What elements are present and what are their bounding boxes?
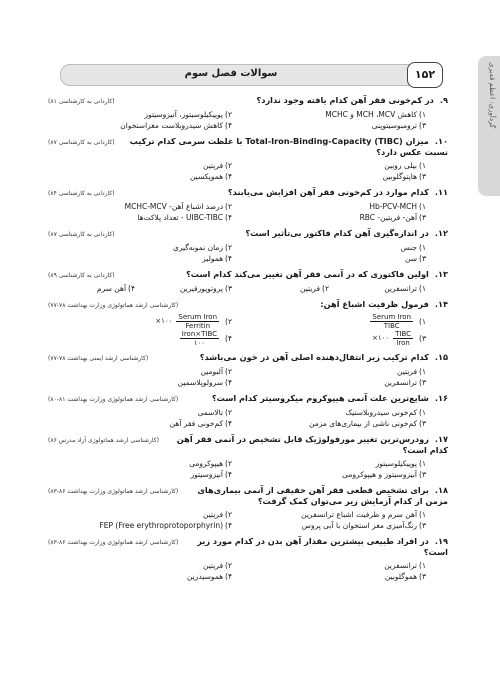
side-tab-label: گردآوری: اعظم قدیری bbox=[488, 62, 496, 129]
option-text: همولیز bbox=[202, 254, 224, 263]
option-label: ۴) bbox=[225, 334, 232, 343]
answer-option bbox=[242, 201, 426, 212]
question-text: در اندازه‌گیری آهن کدام فاکتور بی‌تأثیر است؟ bbox=[245, 228, 429, 238]
question-item bbox=[48, 187, 448, 223]
question-text: در افراد طبیعی بیشترین مقدار آهن بدن در کدام مورد زیر است؟ bbox=[197, 536, 448, 557]
answer-option bbox=[339, 283, 426, 294]
question-number: ۹. bbox=[439, 95, 448, 105]
question-text: میزان Total-Iron-Binding-Capacity (TIBC) با غلظت سرمی کدام ترکیب نسبت عکس دارد؟ bbox=[129, 136, 448, 157]
option-label: ۴) bbox=[225, 521, 232, 530]
option-text: هاپتوگلوبین bbox=[382, 172, 418, 181]
answer-option bbox=[48, 509, 232, 520]
option-text: (Free erythroprotoporphyrin) FEP bbox=[99, 521, 224, 530]
option-text: فریتین bbox=[299, 284, 321, 293]
answer-option bbox=[48, 283, 135, 294]
answer-options bbox=[48, 509, 448, 531]
option-label: ۲) bbox=[225, 510, 232, 519]
question-text: شایع‌ترین علت آنمی هیپوکروم میکروسیتر کدام است؟ bbox=[211, 393, 429, 403]
option-label: ۳) bbox=[419, 334, 426, 343]
question-line bbox=[48, 136, 448, 158]
option-label: ۴) bbox=[225, 213, 232, 222]
question-item bbox=[48, 536, 448, 582]
question-line bbox=[48, 434, 448, 456]
formula-fraction bbox=[176, 313, 219, 330]
answer-option bbox=[242, 520, 426, 531]
chapter-title: سوالات فصل سوم bbox=[184, 68, 278, 79]
question-line bbox=[48, 352, 448, 364]
option-label: ۱) bbox=[419, 510, 426, 519]
answer-option bbox=[48, 120, 232, 131]
option-label: ۲) bbox=[225, 561, 232, 570]
option-text: هموسیدرین bbox=[186, 572, 224, 581]
option-text: آهن سرم و ظرفیت اشباع ترانسفرین bbox=[301, 510, 418, 519]
option-label: ۳) bbox=[419, 254, 426, 263]
option-text: فریتین bbox=[202, 510, 224, 519]
fraction-numerator: TIBC bbox=[395, 330, 412, 338]
answer-options bbox=[48, 201, 448, 223]
question-source: (کارشناسی ارشد ایمنی بهداشت ۷۸-۷۷) bbox=[48, 355, 149, 362]
option-label: ۳) bbox=[225, 284, 232, 293]
question-stem bbox=[245, 228, 448, 239]
option-text: کم‌خونی سیدروبلاستیک bbox=[345, 408, 418, 417]
side-tab bbox=[478, 56, 500, 196]
question-number: ۱۸. bbox=[434, 485, 448, 495]
question-stem bbox=[115, 136, 448, 158]
question-text: زودرس‌ترین تغییر مورفولوژیک قابل تشخیص در آنمی فقر آهن کدام است؟ bbox=[176, 434, 448, 455]
answer-option bbox=[242, 509, 426, 520]
option-text: UIBC-TIBC - تعداد پلاکت‌ها bbox=[137, 213, 224, 222]
question-number: ۱۶. bbox=[434, 393, 448, 403]
option-label: ۳) bbox=[419, 378, 426, 387]
option-label: ۴) bbox=[225, 378, 232, 387]
option-text: پوییکیلوسیتوز bbox=[375, 459, 418, 468]
option-text: پوییکیلوسیتوز، آنیزوسیتوز bbox=[144, 110, 224, 119]
option-label: ۴) bbox=[225, 572, 232, 581]
option-label: ۴) bbox=[128, 284, 135, 293]
option-text: ترانسفرین bbox=[384, 284, 418, 293]
question-item bbox=[48, 434, 448, 480]
answer-option bbox=[242, 283, 329, 294]
question-line bbox=[48, 187, 448, 199]
question-item bbox=[48, 228, 448, 264]
option-text: کاهش MCH ،MCV و MCHC bbox=[325, 110, 418, 119]
option-label: ۱) bbox=[419, 284, 426, 293]
option-label: ۴) bbox=[225, 121, 232, 130]
option-text: آلبومین bbox=[200, 367, 224, 376]
option-label: ۴) bbox=[225, 470, 232, 479]
question-list bbox=[48, 95, 448, 587]
option-text: ترانسفرین bbox=[384, 378, 418, 387]
formula-option bbox=[48, 313, 232, 330]
option-label: ۴) bbox=[225, 254, 232, 263]
question-item bbox=[48, 95, 448, 131]
answer-option bbox=[242, 171, 426, 182]
question-line bbox=[48, 393, 448, 405]
option-label: ۳) bbox=[419, 419, 426, 428]
answer-option bbox=[242, 571, 426, 582]
option-label: ۱) bbox=[419, 367, 426, 376]
option-text: زمان نمونه‌گیری bbox=[172, 243, 224, 252]
option-label: ۳) bbox=[419, 470, 426, 479]
answer-option bbox=[242, 458, 426, 469]
option-label: ۱) bbox=[419, 317, 426, 326]
answer-option bbox=[145, 283, 232, 294]
fraction-denominator: Iron bbox=[396, 339, 410, 347]
answer-options bbox=[48, 283, 448, 294]
question-number: ۱۳. bbox=[434, 269, 448, 279]
formula-multiplier: ×۱۰۰ bbox=[371, 334, 390, 342]
option-label: ۲) bbox=[225, 161, 232, 170]
question-line bbox=[48, 299, 448, 311]
answer-options bbox=[48, 160, 448, 182]
option-label: ۴) bbox=[225, 419, 232, 428]
option-label: ۱) bbox=[419, 243, 426, 252]
question-source: (کارشناسی ارشد هماتولوژی آزاد مدرس ۸۶) bbox=[48, 437, 159, 444]
option-label: ۲) bbox=[225, 459, 232, 468]
question-stem bbox=[257, 95, 448, 106]
answer-option bbox=[48, 201, 232, 212]
option-text: تالاسمی bbox=[197, 408, 224, 417]
question-text: فرمول ظرفیت اشباع آهن: bbox=[320, 299, 429, 309]
fraction-numerator: Iron×TIBC bbox=[181, 330, 218, 338]
question-number: ۱۱. bbox=[434, 187, 448, 197]
option-text: کم‌خونی ناشی از بیماری‌های مزمن bbox=[309, 419, 418, 428]
answer-option bbox=[242, 366, 426, 377]
option-text: سن bbox=[405, 254, 418, 263]
question-stem bbox=[228, 187, 448, 198]
question-line bbox=[48, 95, 448, 107]
question-stem bbox=[186, 269, 448, 280]
option-label: ۱) bbox=[419, 202, 426, 211]
question-source: (کارشناسی ارشد هماتولوژی وزارت بهداشت ۸۱-۸۰) bbox=[48, 396, 179, 403]
question-source: (کاردانی به کارشناسی ۸۹) bbox=[48, 272, 115, 279]
formula-option bbox=[242, 330, 426, 347]
answer-option bbox=[48, 212, 232, 223]
answer-option bbox=[242, 242, 426, 253]
answer-option bbox=[48, 469, 232, 480]
option-text: جنس bbox=[400, 243, 418, 252]
question-line bbox=[48, 228, 448, 240]
option-text: آهن سرم bbox=[96, 284, 127, 293]
formula-option bbox=[48, 330, 232, 347]
question-text: کدام ترکیب زیر انتقال‌دهنده اصلی آهن در خون می‌باشد؟ bbox=[199, 352, 429, 362]
question-number: ۱۰. bbox=[434, 136, 448, 146]
fraction-numerator: Serum Iron bbox=[178, 313, 218, 321]
question-item bbox=[48, 485, 448, 531]
question-source: (کاردانی به کارشناسی ۸۱) bbox=[48, 98, 115, 105]
option-label: ۱) bbox=[419, 408, 426, 417]
formula-fraction bbox=[393, 330, 413, 347]
answer-option bbox=[242, 160, 426, 171]
question-text: اولین فاکتوری که در آنمی فقر آهن تغییر می‌کند کدام است؟ bbox=[186, 269, 429, 279]
option-text: هموگلوبین bbox=[384, 572, 418, 581]
option-label: ۲) bbox=[225, 110, 232, 119]
answer-options bbox=[48, 458, 448, 480]
option-label: ۲) bbox=[225, 408, 232, 417]
question-item bbox=[48, 352, 448, 388]
answer-option bbox=[48, 171, 232, 182]
question-source: (کاردانی به کارشناسی ۸۷) bbox=[48, 139, 115, 146]
option-text: ترومبوسیتوپنی bbox=[371, 121, 418, 130]
option-text: کاهش سیدروبلاست مغزاستخوان bbox=[120, 121, 224, 130]
question-source: (کاردانی به کارشناسی ۸۴) bbox=[48, 190, 115, 197]
option-text: آنیزوسیتوز bbox=[190, 470, 224, 479]
answer-options bbox=[48, 366, 448, 388]
question-stem bbox=[178, 485, 448, 507]
answer-option bbox=[48, 458, 232, 469]
question-stem bbox=[200, 352, 448, 363]
formula-multiplier: ×۱۰۰ bbox=[155, 317, 173, 325]
chapter-header bbox=[60, 64, 442, 86]
option-text: هیپوکرومی bbox=[189, 459, 224, 468]
question-number: ۱۴. bbox=[434, 299, 448, 309]
answer-option bbox=[242, 212, 426, 223]
answer-option bbox=[242, 418, 426, 429]
answer-option bbox=[242, 109, 426, 120]
question-stem bbox=[159, 434, 448, 456]
answer-option bbox=[48, 242, 232, 253]
formula-fraction bbox=[370, 313, 413, 330]
answer-option bbox=[242, 377, 426, 388]
answer-option bbox=[48, 520, 232, 531]
question-number: ۱۹. bbox=[434, 536, 448, 546]
option-label: ۲) bbox=[225, 367, 232, 376]
option-label: ۲) bbox=[322, 284, 329, 293]
answer-options bbox=[48, 242, 448, 264]
question-text: کدام موارد در کم‌خونی فقر آهن افزایش می‌یابند؟ bbox=[227, 187, 429, 197]
answer-options bbox=[48, 407, 448, 429]
answer-option bbox=[48, 366, 232, 377]
option-label: ۲) bbox=[225, 243, 232, 252]
option-text: درصد اشباع آهن- MCHC-MCV bbox=[124, 202, 224, 211]
option-label: ۲) bbox=[225, 317, 232, 326]
option-text: ترانسفرین bbox=[384, 561, 418, 570]
question-number: ۱۲. bbox=[434, 228, 448, 238]
option-text: پروتوپورفیرین bbox=[179, 284, 224, 293]
answer-option bbox=[48, 418, 232, 429]
question-stem bbox=[320, 299, 448, 310]
option-label: ۳) bbox=[419, 572, 426, 581]
answer-option bbox=[48, 377, 232, 388]
question-number: ۱۵. bbox=[434, 352, 448, 362]
question-text: برای تشخیص قطعی فقر آهن حقیقی از آنمی بیماری‌های مزمن از کدام آزمایش زیر می‌توان کمک گرفت؟ bbox=[197, 485, 448, 506]
formula-fraction bbox=[180, 330, 219, 347]
answer-option bbox=[48, 160, 232, 171]
fraction-denominator: TIBC bbox=[383, 322, 400, 330]
fraction-denominator: ۱۰۰ bbox=[193, 339, 206, 347]
option-label: ۱) bbox=[419, 110, 426, 119]
option-text: فریتین bbox=[202, 561, 224, 570]
option-label: ۳) bbox=[419, 172, 426, 181]
option-text: آنیزوسیتوز و هیپوکرومی bbox=[342, 470, 418, 479]
question-item bbox=[48, 393, 448, 429]
option-label: ۱) bbox=[419, 459, 426, 468]
option-label: ۱) bbox=[419, 161, 426, 170]
question-source: (کاردانی به کارشناسی ۸۷) bbox=[48, 231, 115, 238]
option-label: ۱) bbox=[419, 561, 426, 570]
answer-option bbox=[48, 109, 232, 120]
answer-options bbox=[48, 313, 448, 347]
option-text: سرولوپلاسمین bbox=[177, 378, 224, 387]
question-line bbox=[48, 485, 448, 507]
question-line bbox=[48, 269, 448, 281]
option-text: هموپکسین bbox=[189, 172, 224, 181]
question-source: (کارشناسی ارشد هماتولوژی وزارت بهداشت ۸۶-۸۳) bbox=[48, 488, 179, 495]
question-item bbox=[48, 136, 448, 182]
answer-option bbox=[48, 407, 232, 418]
option-text: کم‌خونی فقر آهن bbox=[169, 419, 224, 428]
answer-option bbox=[242, 253, 426, 264]
option-text: Hb-PCV-MCH bbox=[369, 202, 418, 211]
answer-options bbox=[48, 560, 448, 582]
answer-option bbox=[48, 560, 232, 571]
answer-option bbox=[242, 120, 426, 131]
formula-option bbox=[242, 313, 426, 330]
question-item bbox=[48, 269, 448, 294]
option-text: رنگ‌آمیزی مغز استخوان با آبی پروس bbox=[301, 521, 418, 530]
question-line bbox=[48, 536, 448, 558]
answer-option bbox=[242, 469, 426, 480]
answer-option bbox=[48, 253, 232, 264]
option-label: ۲) bbox=[225, 202, 232, 211]
answer-option bbox=[242, 407, 426, 418]
option-text: فریتین bbox=[202, 161, 224, 170]
answer-option bbox=[48, 571, 232, 582]
option-label: ۳) bbox=[419, 213, 426, 222]
answer-options bbox=[48, 109, 448, 131]
option-text: آهن- فریتین- RBC bbox=[359, 213, 418, 222]
question-source: (کارشناسی ارشد هماتولوژی وزارت بهداشت ۷۸-۷۷) bbox=[48, 302, 179, 309]
question-stem bbox=[178, 536, 448, 558]
option-label: ۳) bbox=[419, 121, 426, 130]
answer-option bbox=[242, 560, 426, 571]
question-item bbox=[48, 299, 448, 347]
question-number: ۱۷. bbox=[434, 434, 448, 444]
option-label: ۳) bbox=[419, 521, 426, 530]
question-text: در کم‌خونی فقر آهن کدام یافته وجود ندارد؟ bbox=[256, 95, 434, 105]
fraction-denominator: Ferritin bbox=[185, 322, 211, 330]
option-text: فریتین bbox=[396, 367, 418, 376]
page-number: ۱۵۲ bbox=[407, 62, 443, 88]
question-stem bbox=[212, 393, 448, 404]
question-source: (کارشناسی ارشد هماتولوژی وزارت بهداشت ۸۶-۸۳) bbox=[48, 539, 179, 546]
fraction-numerator: Serum Iron bbox=[372, 313, 412, 321]
option-label: ۴) bbox=[225, 172, 232, 181]
option-text: بیلی روبین bbox=[384, 161, 418, 170]
